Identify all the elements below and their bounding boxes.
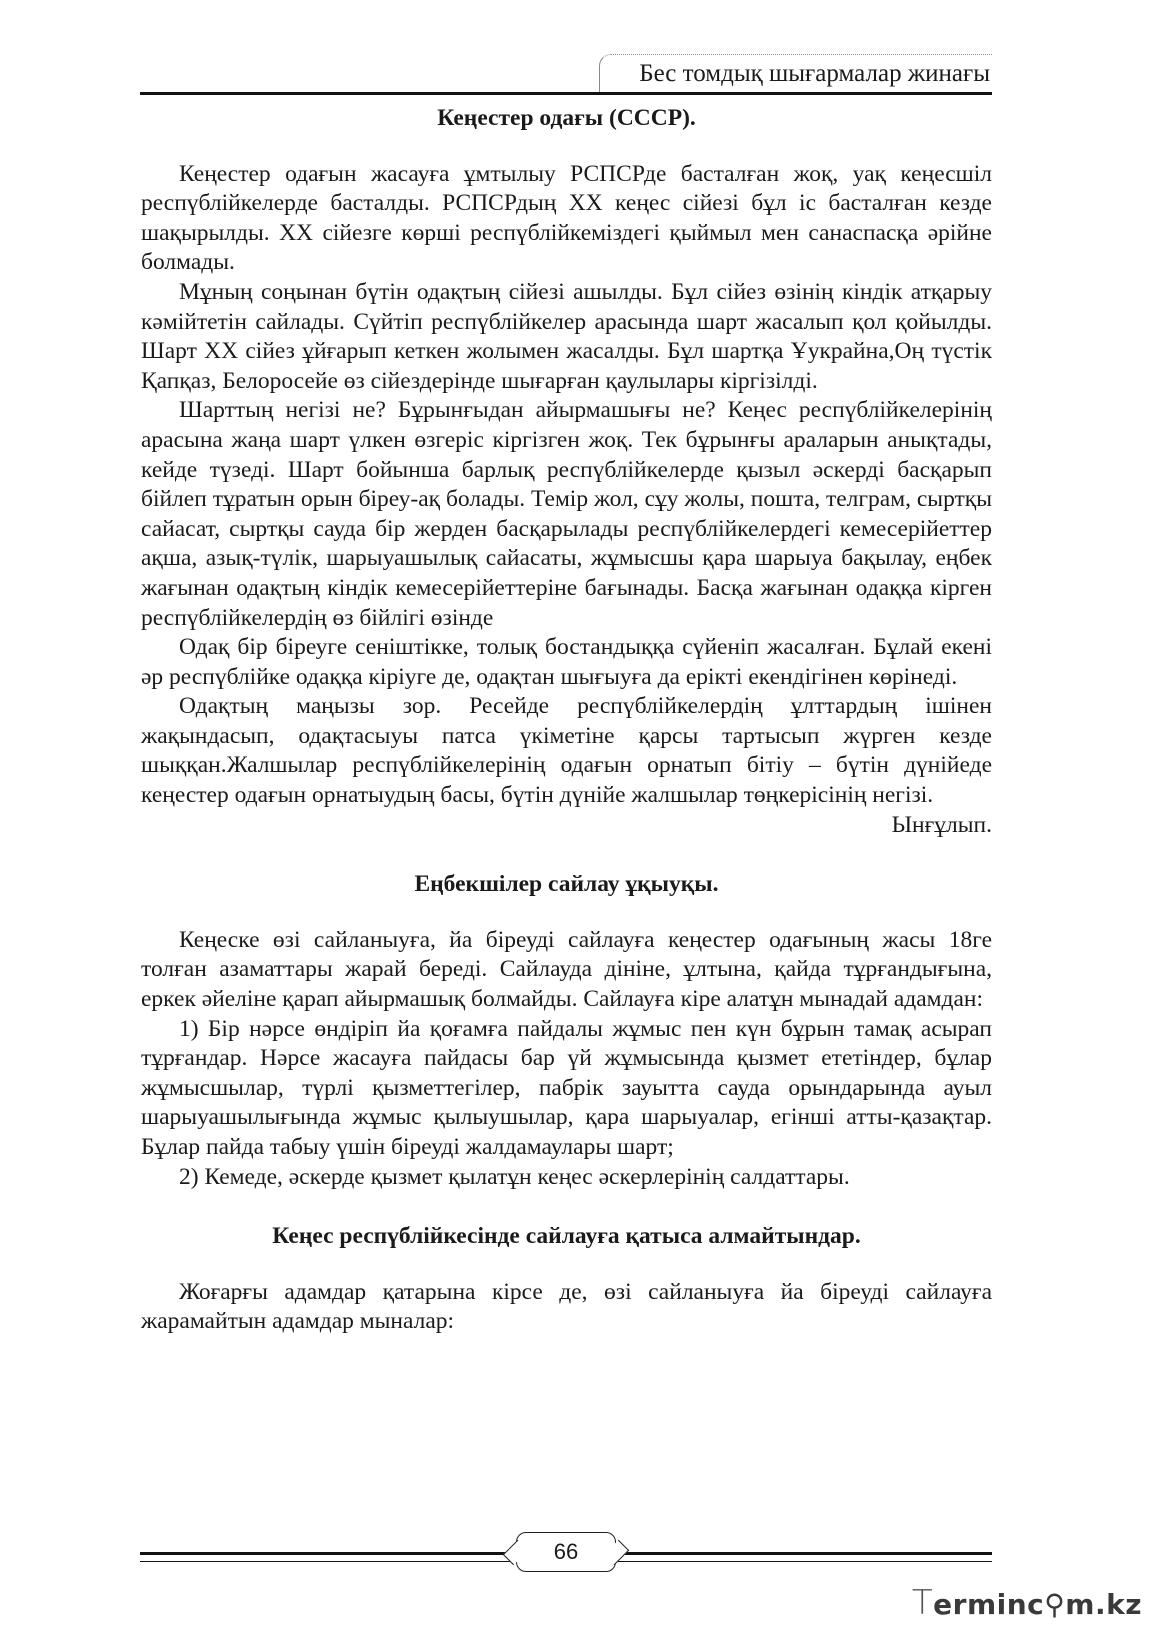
page-number-frame: [516, 1532, 616, 1572]
magnifier-icon: ⚲: [1044, 1588, 1066, 1621]
paragraph: Шарттың негізі не? Бұрынғыдан айырмашығы не? Кеңес респүблійкелерінің арасына жаңа шарт үлкен өзгеріс кіргізген жоқ. Тек бұрынғы араларын анықтады, кейде түзеді. Шарт бойынша барлық респүблійкелерде қызыл әскерді басқарып бійлеп тұратын орын біреу-ақ болады. Темір жол, сұу жолы, пошта, телграм, сыртқы сайасат, сыртқы сауда бір жерден басқарылады респүблійкелердегі кемесерійеттер ақша, азық-түлік, шарыуашылық сайасаты, жұмысшы қара шарыуа бақылау, еңбек жағынан одақтың кіндік кемесерійеттеріне бағынады. Басқа жағынан одаққа кірген респүблійкелердің өз бійлігі өзінде: [141, 397, 992, 631]
paragraph: Мұның соңынан бүтін одақтың сійезі ашылды. Бұл сійез өзінің кіндік атқарыу кәмійтетін сайлады. Сүйтіп респүблійкелер арасында шарт жасалып қол қойылды. Шарт XX сійез ұйғарып кеткен жолымен жасалды. Бұл шартқа Ұукрайна,Оң түстік Қапқаз, Белоросейе өз сійездерінде шығарған қаулылары кіргізілді.: [141, 278, 992, 394]
paragraph: Жоғарғы адамдар қатарына кірсе де, өзі сайланыуға йа біреуді сайлауға жарамайтын адамдар мыналар:: [141, 1278, 992, 1335]
running-header: [140, 54, 992, 94]
page-number: 66: [553, 1539, 579, 1564]
paragraph: Одақ бір біреуге сеніштікке, толық бостандыққа сүйеніп жасалған. Бұлай екені әр респүблійке одаққа кіріуге де, одақтан шығыуға да ерікті екендігінен көрінеді.: [141, 634, 992, 690]
list-item: 1) Бір нәрсе өндіріп йа қоғамға пайдалы жұмыс пен күн бұрын тамақ асырап тұрғандар. Нәрсе жасауға пайдасы бар үй жұмысында қызмет ететіндер, бұлар жұмысшылар, түрлі қызметтегілер, пабрік зауытта сауда орындарында ауыл шарыуашылығында жұмыс қылыушылар, қара шарыуалар, егінші атты-қазақтар. Бұлар пайда табыу үшін біреуді жалдамаулары шарт;: [141, 1015, 992, 1160]
watermark-initial: T: [911, 1583, 934, 1623]
footer-rule-left: [140, 1552, 516, 1562]
header-rule: [140, 92, 992, 95]
site-watermark-logo: [912, 1583, 1142, 1623]
paragraph: Кеңеске өзі сайланыуға, йа біреуді сайлауға кеңестер одағының жасы 18ге толған азаматтары жарай береді. Сайлауда дініне, ұлтына, қайда тұрғандығына, еркек әйеліне қарап айырмашық болмайды. Сайлауға кіре алатұн мынадай адамдан:: [141, 926, 992, 1013]
running-title: Бес томдық шығармалар жинағы: [639, 60, 990, 87]
page-footer: [140, 1532, 992, 1576]
section-heading: Кеңес респүблійкесінде сайлауға қатыса алмайтындар.: [272, 1223, 861, 1250]
author-signature: Ынғұлып.: [891, 811, 992, 838]
watermark-domain: m.kz: [1065, 1588, 1142, 1621]
footer-rule-right: [616, 1552, 992, 1562]
watermark-rest: erminc: [933, 1588, 1045, 1621]
paragraph: Кеңестер одағын жасауға ұмтылыу РСПСРде басталған жоқ, уақ кеңесшіл респүблійкелерде басталды. РСПСРдың XX кеңес сійезі бұл іс басталған кезде шақырылды. XX сійезге көрші респүблійкеміздегі қыймыл мен санаспасқа әрійне болмады.: [141, 160, 992, 276]
section-heading: Еңбекшілер сайлау ұқыуқы.: [414, 871, 719, 898]
paragraph: Одақтың маңызы зор. Ресейде респүблійкелердің ұлттардың ішінен жақындасып, одақтасыуы патса үкіметіне қарсы тартысып жүрген кезде шыққан.Жалшылар респүблійкелерінің одағын орнатып бітіу – бүтін дүнійеде кеңестер одағын орнатыудың басы, бүтін дүнійе жалшылар төңкерісінің негізі.: [141, 693, 992, 809]
page-content: [141, 104, 992, 1337]
section-heading: Кеңестер одағы (СССР).: [437, 105, 696, 131]
list-item: 2) Кемеде, әскерде қызмет қылатұн кеңес әскерлерінің салдаттары.: [179, 1163, 850, 1190]
